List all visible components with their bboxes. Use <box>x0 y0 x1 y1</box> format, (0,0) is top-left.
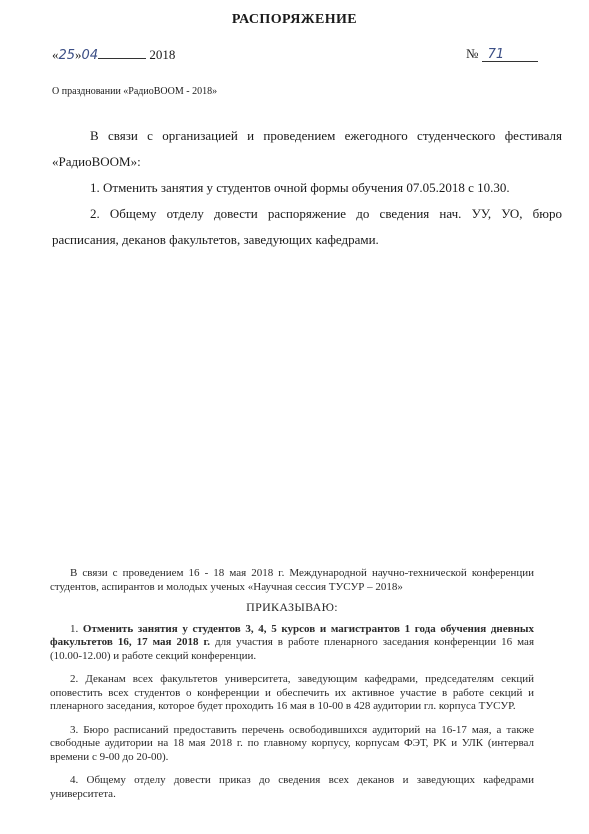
bottom-item-1 <box>50 623 534 664</box>
number-line <box>466 46 538 62</box>
document-title: РАСПОРЯЖЕНИЕ <box>231 12 358 27</box>
bottom-item-2: 2. Деканам всех факультетов университета, заведующим кафедрами, председателям секций оповестить всех студентов о конференции и обеспечить их активное участие в работе секций и пленарного заседания, которое будет проходить 16 мая в 10-00 в 428 аудитории гл. корпуса ТУСУР. <box>50 673 534 712</box>
bottom-item-3: 3. Бюро расписаний предоставить перечень освободившихся аудиторий на 16-17 мая, а также свободные аудитории на 18 мая 2018 г. по главному корпусу, корпусам ФЭТ, РК и УЛК (интервал времени с 9-00 до 20-00). <box>50 723 534 763</box>
top-item-2: 2. Общему отделу довести распоряжение до сведения нач. УУ, УО, бюро расписания, деканов факультетов, заведующих кафедрами. <box>52 206 562 247</box>
bottom-item-4: 4. Общему отделу довести приказ до сведения всех деканов и заведующих кафедрами университета. <box>50 774 534 800</box>
date-blank-line <box>98 46 146 59</box>
number-value-handwritten: 71 <box>482 49 538 62</box>
date-quote-close: » <box>75 47 82 62</box>
bottom-item-1-rest: для участия в работе пленарного заседания конференции 16 мая (10.00-12.00) и работе секций конференции. <box>50 636 534 662</box>
top-intro-paragraph: В связи с организацией и проведением ежегодного студенческого фестиваля «РадиоВООМ»: <box>52 128 562 169</box>
top-document-body <box>52 123 562 253</box>
bottom-item-1-prefix: 1. <box>70 622 83 635</box>
date-quote-open: « <box>52 47 59 62</box>
date-day-handwritten: 25 <box>58 48 76 63</box>
top-item-1: 1. Отменить занятия у студентов очной формы обучения 07.05.2018 с 10.30. <box>90 180 510 195</box>
bottom-item-1-bold: Отменить занятия у студентов 3, 4, 5 курсов и магистрантов 1 года обучения дневных факультетов 16, 17 мая 2018 г. <box>50 622 534 648</box>
date-month-handwritten: 04 <box>81 48 99 63</box>
bottom-document-body <box>50 567 534 811</box>
number-label: № <box>466 46 479 61</box>
date-year: 2018 <box>149 47 176 62</box>
document-subject: О праздновании «РадиоВООМ - 2018» <box>52 86 218 97</box>
order-heading: ПРИКАЗЫВАЮ: <box>246 600 338 614</box>
bottom-intro-paragraph: В связи с проведением 16 - 18 мая 2018 г. Международной научно-технической конференции студентов, аспирантов и молодых ученых «Научная сессия ТУСУР – 2018» <box>50 567 534 593</box>
date-line <box>52 46 175 63</box>
